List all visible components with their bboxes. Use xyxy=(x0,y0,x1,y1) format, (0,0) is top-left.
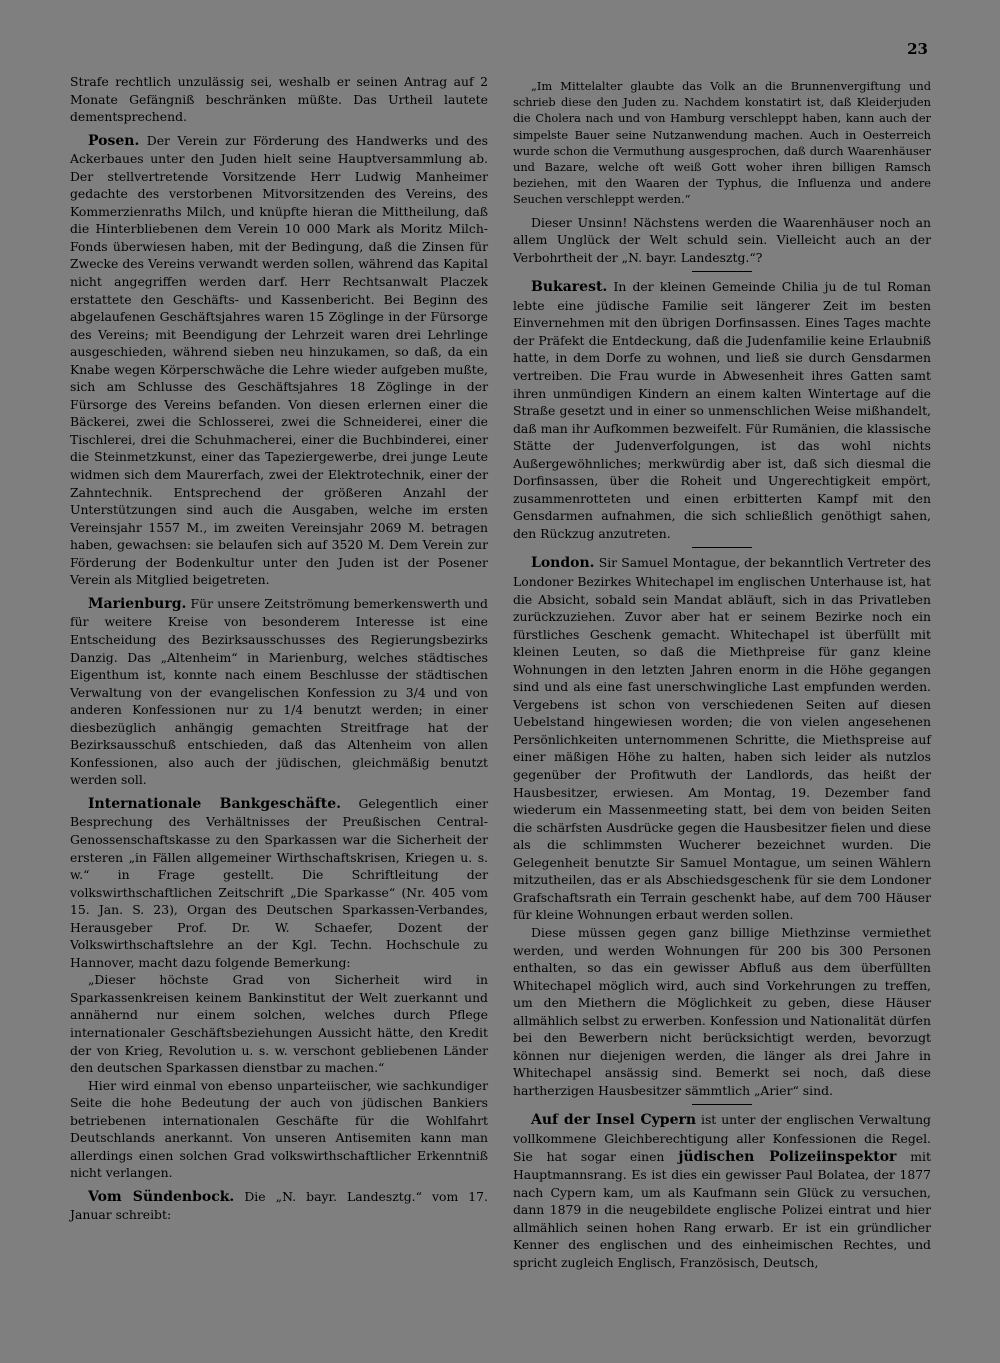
text-cypern-2: mit Hauptmannsrang. Es ist dies ein gewisser Paul Bolatea, der 1877 nach Cypern kam, um als Kaufmann sein Glück zu versuchen, dann 1879 in die neugebildete englische Polizei eintrat und hier allmählich seinen hohen Rang erwarb. Er ist ein gründlicher Kenner des englischen und des einheimischen Rechtes, und spricht zugleich Englisch, Französisch, Deutsch, xyxy=(513,1148,931,1270)
bold-polizeiinspektor: jüdischen Polizeiinspektor xyxy=(678,1148,897,1165)
text-cypern-1: ist unter der englischen Verwaltung vollkommene Gleichberechtigung aller Konfessionen die Regel. Sie hat sogar einen xyxy=(513,1112,931,1164)
paragraph-strafe: Strafe rechtlich unzulässig sei, weshalb er seinen Antrag auf 2 Monate Gefängniß beschränken müßte. Das Urtheil lautete dementsprechend. xyxy=(70,74,488,125)
heading-bukarest: Bukarest. xyxy=(531,279,608,296)
divider-rule xyxy=(692,271,752,272)
article-bankgeschaefte xyxy=(70,795,488,971)
heading-posen: Posen. xyxy=(88,132,140,149)
text-posen: Der Verein zur Förderung des Handwerks und des Ackerbaues unter den Juden hielt seine Hauptversammlung ab. Der stellvertretende Vorsitzende Herr Ludwig Manheimer gedachte des verstorbenen Mitvorsitzenden des Vereins, des Kommerzienraths Milch, und knüpfte hieran die Mittheilung, daß die Hinterbliebenen dem Verein 10 000 Mark als Moritz Milch-Fonds überwiesen haben, mit der Bedingung, daß die Zinsen für Zwecke des Vereins verwandt werden sollen, während das Kapital nicht angegriffen werden darf. Herr Rechtsanwalt Placzek erstattete den Geschäfts- und Kassenbericht. Bei Beginn des abgelaufenen Geschäftsjahres waren 15 Zöglinge in der Fürsorge des Vereins; mit Beendigung der Lehrzeit waren drei Lehrlinge ausgeschieden, während sieben neu hinzukamen, so daß, da ein Knabe wegen Körperschwäche die Lehre wieder aufgeben mußte, sich am Schlusse des Geschäftsjahres 18 Zöglinge in der Fürsorge des Vereins befanden. Von diesen erlernen einer die Bäckerei, zwei die Schlosserei, zwei die Schneiderei, einer die Tischlerei, drei die Schuhmacherei, einer die Buchbinderei, einer die Steinmetzkunst, einer das Tapeziergewerbe, drei junge Leute widmen sich dem Maurerfach, zwei der Elektrotechnik, einer der Zahntechnik. Entsprechend der größeren Anzahl der Unterstützungen sind auch die Ausgaben, welche im ersten Vereinsjahr 1557 M., im zweiten Vereinsjahr 2069 M. betragen haben, gewachsen: sie belaufen sich auf 3520 M. Dem Verein zur Förderung der Bodenkultur unter den Juden ist der Posener Verein als Mitglied beigetreten. xyxy=(70,132,488,588)
paragraph-antisemiten: Hier wird einmal von ebenso unparteiischer, wie sachkundiger Seite die hohe Bedeutung der auch von jüdischen Bankiers betriebenen internationalen Geschäfte für die Wohlfahrt Deutschlands anerkannt. Von unseren Antisemiten kann man allerdings einen solchen Grad volkswirthschaftlicher Erkenntniß nicht verlangen. xyxy=(70,1077,488,1181)
page-number: 23 xyxy=(907,40,928,58)
text-bankgeschaefte: Gelegentlich einer Besprechung des Verhältnisses der Preußischen Central-Genossenschaftskasse zu den Sparkassen war die Sicherheit der ersteren „in Fällen allgemeiner Wirthschaftskrisen, Kriegen u. s. w.“ in Frage gestellt. Die Schriftleitung der volkswirthschaftlichen Zeitschrift „Die Sparkasse“ (Nr. 405 vom 15. Jan. S. 23), Organ des Deutschen Sparkassen-Verbandes, Herausgeber Prof. Dr. W. Schaefer, Dozent der Volkswirthschaftslehre an der Kgl. Techn. Hochschule zu Hannover, macht dazu folgende Bemerkung: xyxy=(70,795,488,970)
divider-rule xyxy=(692,547,752,548)
column-separator xyxy=(500,78,501,1288)
heading-bankgeschaefte: Internationale Bankgeschäfte. xyxy=(88,795,342,812)
paragraph-miethzinse: Diese müssen gegen ganz billige Miethzinse vermiethet werden, und werden Wohnungen für 200 bis 300 Personen enthalten, so das ein gewisser Abfluß aus dem überfüllten Whitechapel möglich wird, auch sind Vorkehrungen zu treffen, um den Miethern die Möglichkeit zu geben, diese Häuser allmählich selbst zu erwerben. Konfession und Nationalität dürfen bei den Bewerbern nicht berücksichtigt werden, bevorzugt können nur diejenigen werden, die länger als drei Jahre in Whitechapel ansässig sind. Bemerkt sei noch, daß diese hartherzigen Hausbesitzer sämmtlich „Arier“ sind. xyxy=(513,924,931,1098)
heading-marienburg: Marienburg. xyxy=(88,595,187,612)
article-suendenbock xyxy=(70,1188,488,1224)
article-marienburg xyxy=(70,595,488,789)
article-cypern xyxy=(513,1111,931,1271)
text-bukarest: In der kleinen Gemeinde Chilia ju de tul Roman lebte eine jüdische Familie seit längerer Zeit im besten Einvernehmen mit den übrigen Dorfinsassen. Eines Tages machte der Präfekt die Entdeckung, daß die Judenfamilie keine Erlaubniß hatte, in dem Dorfe zu wohnen, und ließ sie durch Gensdarmen vertreiben. Die Frau wurde in Abwesenheit ihres Gatten samt ihren unmündigen Kindern an einem kalten Wintertage auf die Straße gesetzt und in einer so unmenschlichen Weise mißhandelt, daß man ihr Aufkommen bezweifelt. Für Rumänien, die klassische Stätte der Judenverfolgungen, ist das wohl nichts Außergewöhnliches; merkwürdig aber ist, daß sich diesmal die Dorfinsassen, über die Roheit und Ungerechtigkeit empört, zusammenrotteten und einen erbitterten Kampf mit den Gensdarmen aufnahmen, die sich schließlich genöthigt sahen, den Rückzug anzutreten. xyxy=(513,279,931,541)
article-bukarest xyxy=(513,278,931,542)
right-column xyxy=(513,78,931,1271)
paragraph-unsinn: Dieser Unsinn! Nächstens werden die Waarenhäuser noch an allem Unglück der Welt schuld sein. Vielleicht auch an der Verbohrtheit der „N. bayr. Landesztg.“? xyxy=(513,214,931,265)
text-marienburg: Für unsere Zeitströmung bemerkenswerth und für weitere Kreise von besonderem Interesse ist eine Entscheidung des Bezirksausschusses des Regierungsbezirks Danzig. Das „Altenheim“ in Marienburg, welches städtisches Eigenthum ist, konnte nach einem Beschlusse der städtischen Verwaltung von der evangelischen Konfession zu 3/4 und von anderen Konfessionen nur zu 1/4 benutzt werden; in einer diesbezüglich anhängig gemachten Streitfrage hat der Bezirksausschuß entschieden, daß das Altenheim von allen Konfessionen, also auch der jüdischen, gleichmäßig benutzt werden soll. xyxy=(70,595,488,788)
text-suendenbock: Die „N. bayr. Landesztg.“ vom 17. Januar schreibt: xyxy=(70,1188,488,1223)
left-column xyxy=(70,73,488,1224)
article-london xyxy=(513,554,931,923)
quote-landesztg: „Im Mittelalter glaubte das Volk an die Brunnenvergiftung und schrieb diese den Juden zu. Nachdem konstatirt ist, daß Kleiderjuden die Cholera nach und von Hamburg verschleppt haben, kann auch der simpelste Bauer seine Nutzanwendung machen. Auch in Oesterreich wurde schon die Vermuthung ausgesprochen, daß durch Waarenhäuser und Bazare, welche oft weiß Gott woher ihren billigen Ramsch beziehen, mit den Waaren der Typhus, die Influenza und andere Seuchen verschleppt werden.“ xyxy=(513,79,931,207)
heading-cypern: Auf der Insel Cypern xyxy=(531,1112,697,1129)
heading-london: London. xyxy=(531,555,595,572)
heading-suendenbock: Vom Sündenbock. xyxy=(88,1188,235,1205)
quote-sparkasse: „Dieser höchste Grad von Sicherheit wird in Sparkassenkreisen keinem Bankinstitut der Welt zuerkannt und annähernd nur einem solchen, welches durch Pflege internationaler Geschäftsbeziehungen Aussicht hätte, den Kredit der von Krieg, Revolution u. s. w. verschont gebliebenen Länder den deutschen Sparkassen dienstbar zu machen.“ xyxy=(70,972,488,1076)
text-london: Sir Samuel Montague, der bekanntlich Vertreter des Londoner Bezirkes Whitechapel im englischen Unterhause ist, hat die Absicht, sobald sein Mandat abläuft, sich in das Privatleben zurückzuziehen. Zuvor aber hat er seinem Bezirke noch ein fürstliches Geschenk gemacht. Whitechapel ist überfüllt mit kleinen Leuten, so daß die Miethpreise für ganz kleine Wohnungen in den letzten Jahren enorm in die Höhe gegangen sind und als eine fast unerschwingliche Last empfunden werden. Vergebens ist schon von verschiedenen Seiten auf diesen Uebelstand hingewiesen worden; die von vielen angesehenen Persönlichkeiten unternommenen Schritte, die Miethspreise auf einer mäßigen Höhe zu halten, haben sich leider als nutzlos gegenüber der Profitwuth der Landlords, das heißt der Hausbesitzer, erwiesen. Am Montag, 19. Dezember fand wiederum ein Massenmeeting statt, bei dem von beiden Seiten die schärfsten Ausdrücke gegen die Hausbesitzer fielen und diese als die schlimmsten Wucherer bezeichnet wurden. Die Gelegenheit benutzte Sir Samuel Montague, um seinen Wählern mitzutheilen, das er als Abschiedsgeschenk für sie dem Londoner Grafschaftsrath ein Terrain geschenkt habe, auf dem 700 Häuser für kleine Wohnungen erbaut werden sollen. xyxy=(513,555,931,923)
article-posen xyxy=(70,132,488,589)
divider-rule xyxy=(692,1104,752,1105)
